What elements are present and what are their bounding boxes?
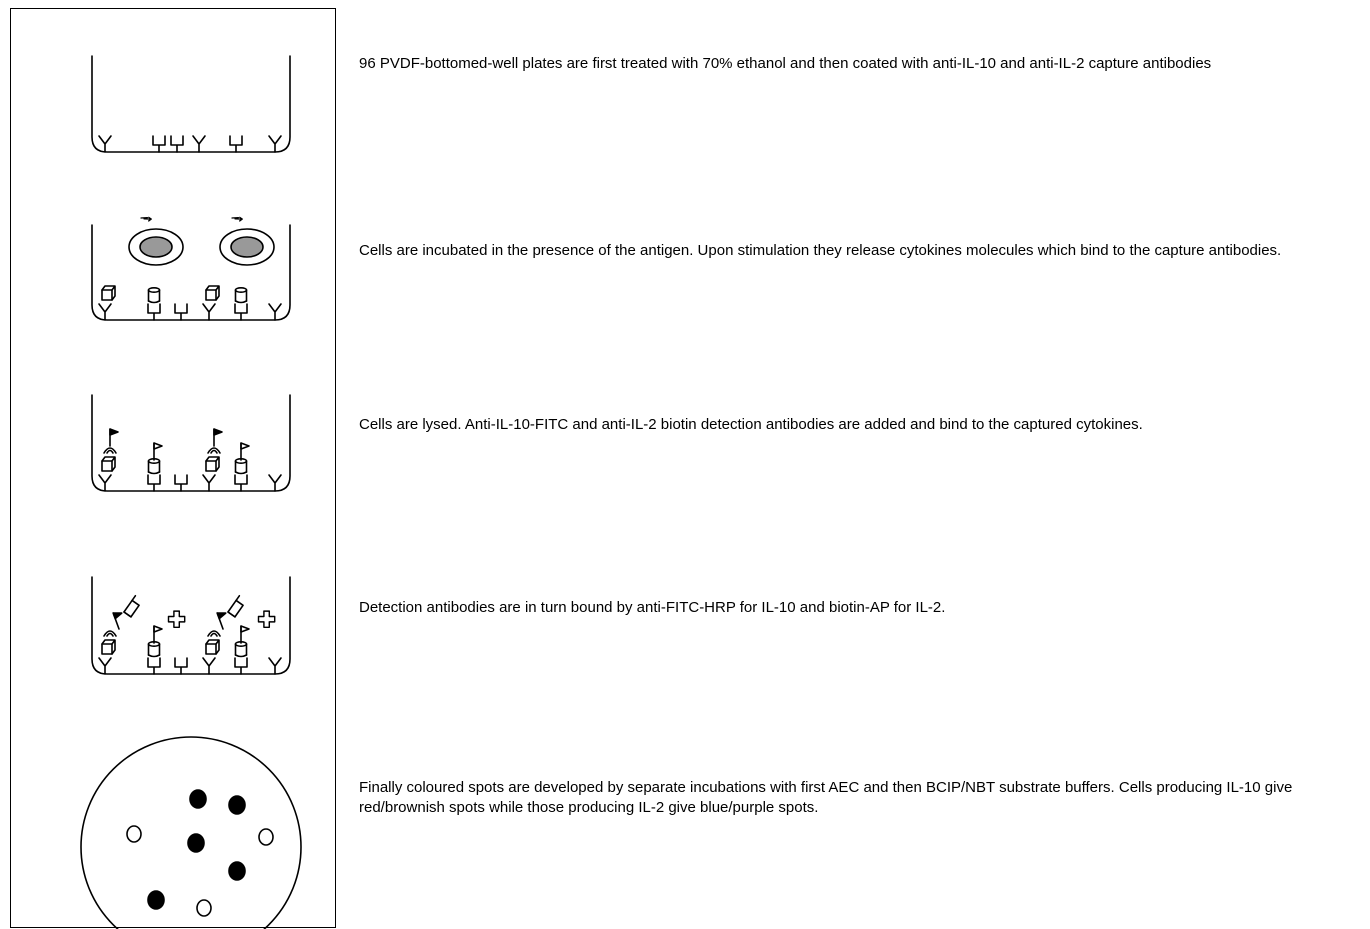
- well-5-spots: [81, 737, 301, 929]
- spot-filled: [188, 834, 204, 852]
- spot-open: [259, 829, 273, 845]
- step-5-text: Finally coloured spots are developed by separate incubations with first AEC and then BCIP/NBT substrate buffers. Cells producing IL-10 give red/brownish spots while those producing IL-2 give blue/purple spots.: [359, 779, 1293, 816]
- well-1-coated: [92, 56, 290, 152]
- elispot-diagram: [11, 9, 337, 929]
- well-4-enzyme: [92, 577, 290, 674]
- step-4-text: Detection antibodies are in turn bound by anti-FITC-HRP for IL-10 and biotin-AP for IL-2.: [359, 599, 946, 616]
- well-bottom-circle: [81, 737, 301, 929]
- step-2-text: Cells are incubated in the presence of the antigen. Upon stimulation they release cytokines molecules which bind to the capture antibodies.: [359, 242, 1282, 259]
- spot-filled: [148, 891, 164, 909]
- spot-filled: [190, 790, 206, 808]
- step-3-text: Cells are lysed. Anti-IL-10-FITC and anti-IL-2 biotin detection antibodies are added and bind to the captured cytokines.: [359, 416, 1143, 433]
- spot-open: [197, 900, 211, 916]
- spot-filled: [229, 796, 245, 814]
- figure-panel: [10, 8, 336, 928]
- spot-open: [127, 826, 141, 842]
- well-2-incubation: [92, 214, 290, 320]
- well-3-detection: [92, 395, 290, 491]
- step-1-text: 96 PVDF-bottomed-well plates are first treated with 70% ethanol and then coated with anti-IL-10 and anti-IL-2 capture antibodies: [359, 55, 1212, 72]
- spot-filled: [229, 862, 245, 880]
